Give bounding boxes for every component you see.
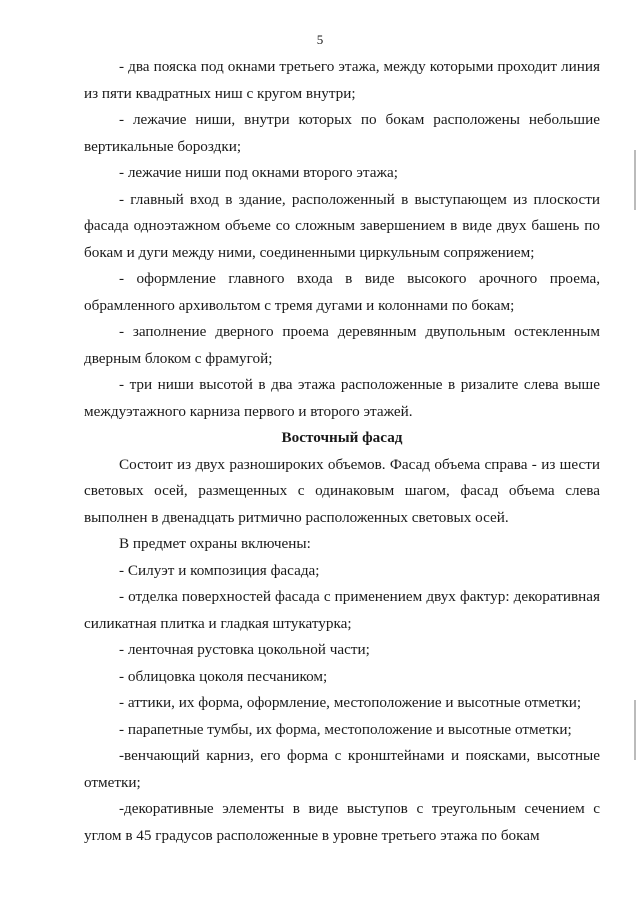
paragraph: - отделка поверхностей фасада с применением двух фактур: декоративная силикатная плитка и гладкая штукатурка; (84, 588, 600, 632)
page-number: 5 (316, 32, 324, 47)
document-body (84, 54, 600, 849)
paragraph: - парапетные тумбы, их форма, местоположение и высотные отметки; (119, 720, 572, 738)
paragraph: - облицовка цоколя песчаником; (119, 667, 328, 685)
scan-edge-mark (634, 700, 636, 760)
paragraph: -декоративные элементы в виде выступов с треугольным сечением с углом в 45 градусов расположенные в уровне третьего этажа по бокам (84, 800, 600, 844)
paragraph: - лежачие ниши под окнами второго этажа; (119, 164, 398, 181)
paragraph: - главный вход в здание, расположенный в выступающем из плоскости фасада одноэтажном объеме со сложным завершением в виде двух башень по бокам и дуги между ними, соединенными циркульным сопряжением; (84, 190, 600, 261)
paragraph: Состоит из двух разноширокиx объемов. Фасад объема справа - из шести световых осей, размещенных с одинаковым шагом, фасад объема слева выполнен в двенадцать ритмично расположенных световых осей. (84, 455, 600, 526)
paragraph: - оформление главного входа в виде высокого арочного проема, обрамленного архивольтом с тремя дугами и колоннами по бокам; (84, 270, 600, 314)
paragraph: - заполнение дверного проема деревянным двупольным остекленным дверным блоком с фрамугой; (84, 323, 600, 367)
section-heading: Восточный фасад (281, 429, 403, 446)
scan-edge-mark (634, 150, 636, 210)
paragraph: - лежачие ниши, внутри которых по бокам расположены небольшие вертикальные бороздки; (84, 111, 600, 155)
paragraph: - ленточная рустовка цокольной части; (119, 641, 370, 658)
paragraph: - три ниши высотой в два этажа расположенные в ризалите слева выше междуэтажного карниза первого и второго этажей. (84, 376, 600, 420)
paragraph: - аттики, их форма, оформление, местоположение и высотные отметки; (119, 694, 582, 711)
paragraph: -венчающий карниз, его форма с кронштейнами и поясками, высотные отметки; (84, 747, 600, 791)
paragraph: В предмет охраны включены: (119, 535, 311, 552)
paragraph: - два пояска под окнами третьего этажа, между которыми проходит линия из пяти квадратных ниш с кругом внутри; (84, 58, 600, 102)
paragraph: - Силуэт и композиция фасада; (119, 561, 320, 579)
